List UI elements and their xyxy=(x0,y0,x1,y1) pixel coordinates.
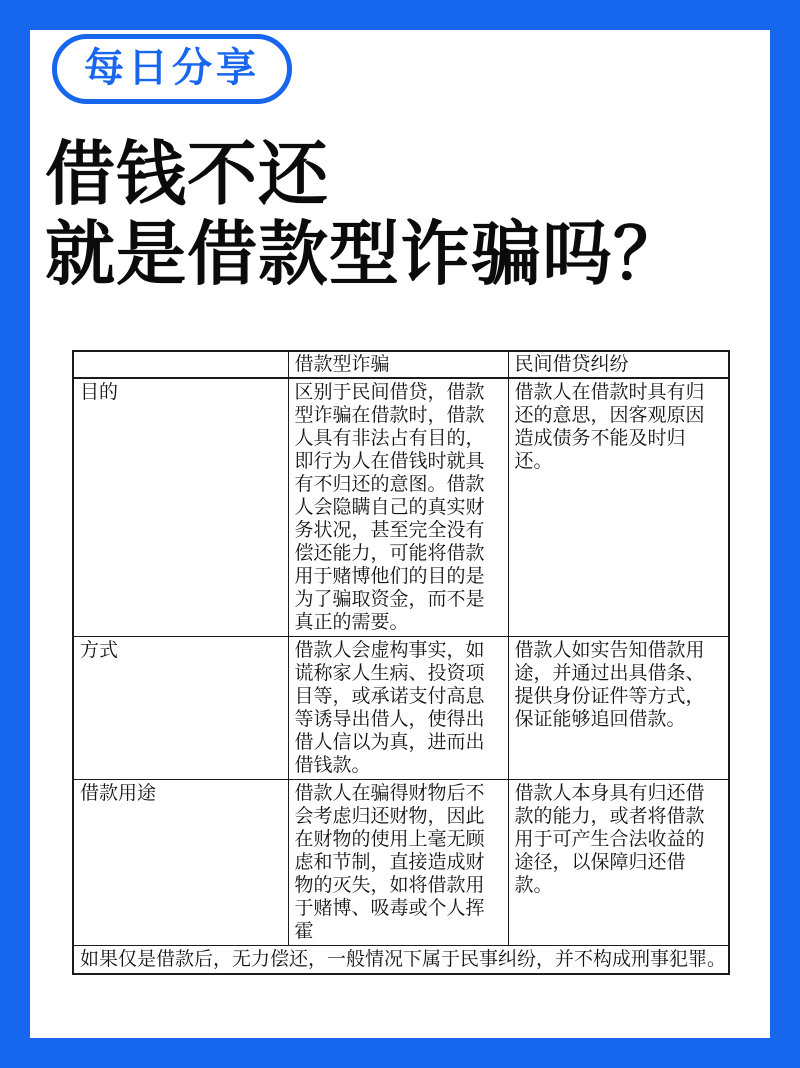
page-title xyxy=(45,134,770,294)
comparison-table-header xyxy=(73,351,729,378)
header-cell-loan-fraud: 借款型诈骗 xyxy=(288,351,508,378)
table-row-loan-usage xyxy=(73,780,729,946)
cell-loan-usage-dispute: 借款人本身具有归还借款的能力，或者将借款用于可产生合法收益的途径，以保障归还借款。 xyxy=(508,780,729,946)
content-card xyxy=(30,30,770,1038)
table-header-row xyxy=(73,351,729,378)
table-footer-row xyxy=(73,946,729,975)
cell-method-fraud: 借款人会虚构事实，如谎称家人生病、投资项目等，或承诺支付高息等诱导出借人，使得出借人信以为真，进而出借钱款。 xyxy=(288,637,508,780)
page-title-line-1: 借钱不还 xyxy=(45,133,329,215)
cell-purpose-fraud: 区别于民间借贷，借款型诈骗在借款时，借款人具有非法占有目的，即行为人在借钱时就具有不归还的意图。借款人会隐瞒自己的真实财务状况，甚至完全没有偿还能力，可能将借款用于赌博他们的目的是为了骗取资金，而不是真正的需要。 xyxy=(288,378,508,637)
daily-share-badge-label: 每日分享 xyxy=(84,45,260,91)
row-label-purpose: 目的 xyxy=(73,378,288,637)
cell-purpose-dispute: 借款人在借款时具有归还的意思，因客观原因造成债务不能及时归还。 xyxy=(508,378,729,637)
table-row-method xyxy=(73,637,729,780)
table-footer-note: 如果仅是借款后，无力偿还，一般情况下属于民事纠纷，并不构成刑事犯罪。 xyxy=(73,946,729,975)
table-row-purpose xyxy=(73,378,729,637)
cell-method-dispute: 借款人如实告知借款用途，并通过出具借条、提供身份证件等方式，保证能够追回借款。 xyxy=(508,637,729,780)
daily-share-badge xyxy=(52,34,292,104)
header-cell-empty xyxy=(73,351,288,378)
comparison-table xyxy=(72,350,730,975)
row-label-loan-usage: 借款用途 xyxy=(73,780,288,946)
cell-loan-usage-fraud: 借款人在骗得财物后不会考虑归还财物，因此在财物的使用上毫无顾虑和节制，直接造成财物的灭失，如将借款用于赌博、吸毒或个人挥霍 xyxy=(288,780,508,946)
row-label-method: 方式 xyxy=(73,637,288,780)
page-title-line-2: 就是借款型诈骗吗？ xyxy=(45,213,684,295)
header-cell-private-lending-dispute: 民间借贷纠纷 xyxy=(508,351,729,378)
